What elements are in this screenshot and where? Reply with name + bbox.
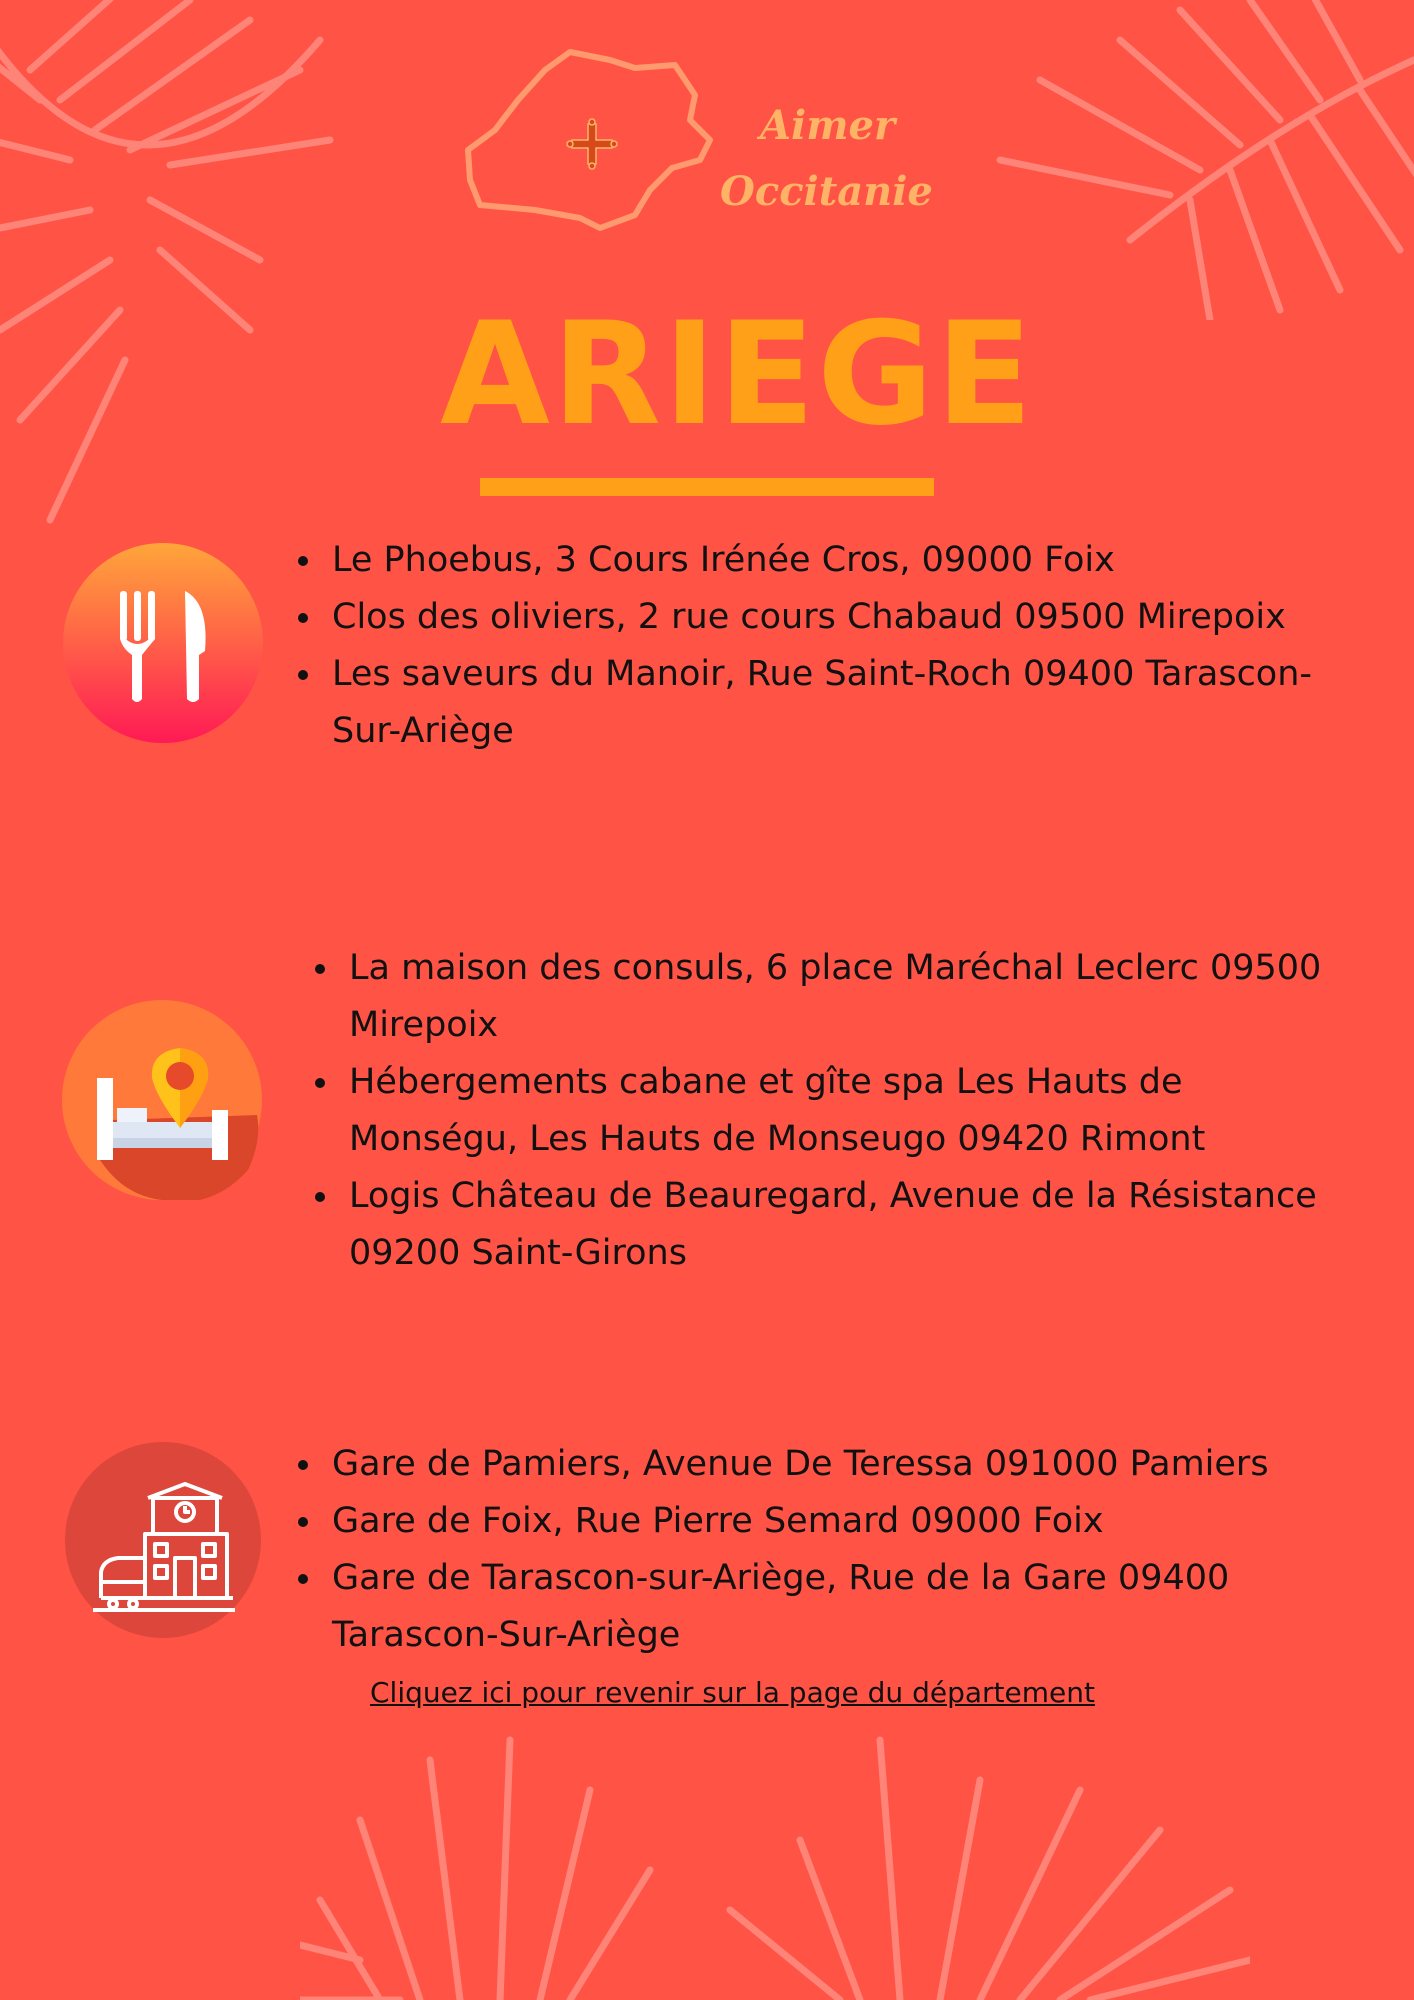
list-item: Les saveurs du Manoir, Rue Saint-Roch 09400 Tarascon-Sur-Ariège [332, 646, 1332, 760]
logo-line-2: Occitanie [720, 168, 933, 215]
train-station-list [332, 1436, 1332, 1664]
back-to-department-link[interactable]: Cliquez ici pour revenir sur la page du département [370, 1676, 1095, 1709]
list-item: Gare de Foix, Rue Pierre Semard 09000 Foix [332, 1493, 1332, 1550]
aimer-occitanie-logo [460, 40, 980, 250]
bed-location-icon [62, 1000, 262, 1200]
page-title: ARIEGE [440, 292, 1035, 457]
list-item: Gare de Tarascon-sur-Ariège, Rue de la Gare 09400 Tarascon-Sur-Ariège [332, 1550, 1332, 1664]
train-station-icon [63, 1440, 263, 1640]
logo-line-1: Aimer [760, 102, 896, 149]
occitan-cross-icon [567, 119, 617, 169]
lodging-list [349, 940, 1349, 1282]
list-item: Hébergements cabane et gîte spa Les Hauts de Monségu, Les Hauts de Monseugo 09420 Rimont [349, 1054, 1349, 1168]
palm-leaf-top-left-decoration [0, 0, 340, 540]
list-item: La maison des consuls, 6 place Maréchal Leclerc 09500 Mirepoix [349, 940, 1349, 1054]
palm-leaf-top-right-decoration [980, 0, 1414, 320]
list-item: Logis Château de Beauregard, Avenue de la Résistance 09200 Saint-Girons [349, 1168, 1349, 1282]
list-item: Clos des oliviers, 2 rue cours Chabaud 09500 Mirepoix [332, 589, 1332, 646]
list-item: Le Phoebus, 3 Cours Irénée Cros, 09000 Foix [332, 532, 1332, 589]
fork-knife-icon [63, 543, 263, 743]
list-item: Gare de Pamiers, Avenue De Teressa 091000 Pamiers [332, 1436, 1332, 1493]
restaurant-list [332, 532, 1332, 760]
title-underline [480, 478, 934, 496]
palm-leaf-bottom-decoration [300, 1700, 1250, 2000]
